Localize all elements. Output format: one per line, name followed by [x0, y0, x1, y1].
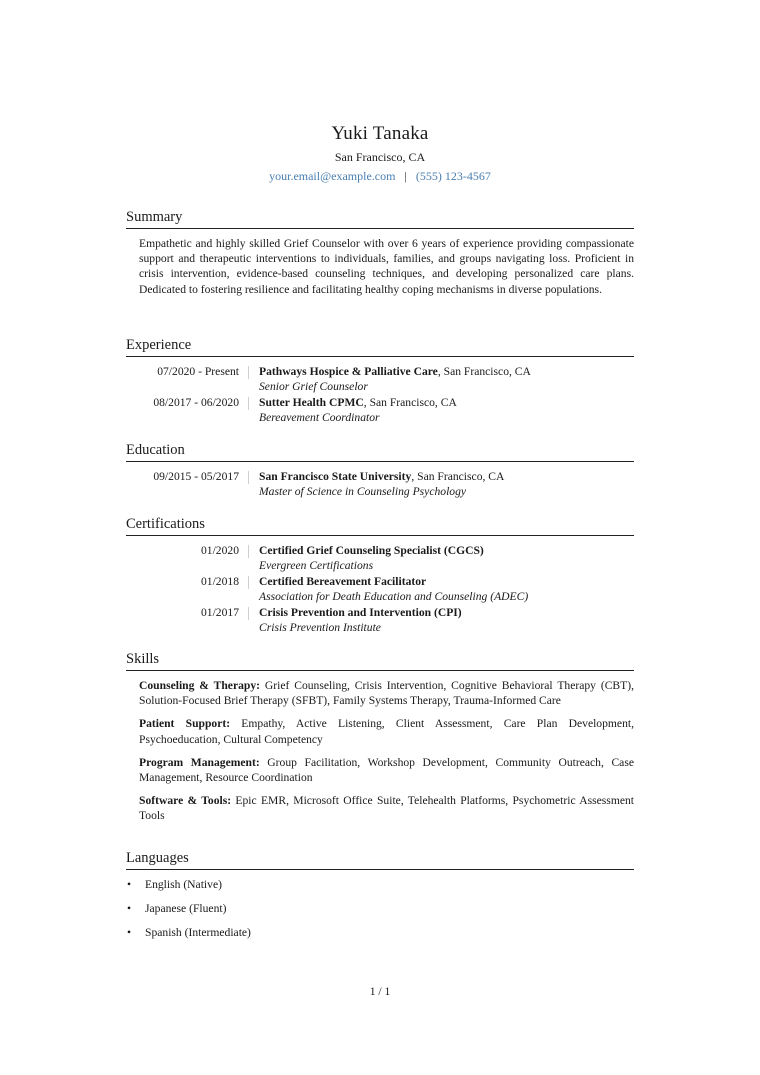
certification-name: Crisis Prevention and Intervention (CPI)	[259, 606, 462, 619]
entry-date: 01/2017	[200, 606, 239, 619]
list-item	[126, 901, 634, 916]
certification-issuer: Association for Death Education and Counseling (ADEC)	[259, 590, 529, 603]
skill-label: Program Management:	[139, 755, 260, 769]
experience-entry	[126, 364, 634, 394]
language-label: Japanese (Fluent)	[145, 902, 227, 915]
summary-section	[126, 208, 634, 297]
certification-name: Certified Grief Counseling Specialist (CGCS)	[259, 544, 484, 557]
languages-section	[126, 849, 634, 949]
skills-heading: Skills	[126, 650, 634, 671]
skill-label: Counseling & Therapy:	[139, 679, 260, 692]
languages-list	[126, 877, 634, 940]
experience-heading: Experience	[126, 336, 634, 357]
entry-org: Pathways Hospice & Palliative Care	[259, 365, 438, 378]
entry-role: Senior Grief Counselor	[259, 380, 368, 393]
contact-line	[0, 168, 760, 184]
certification-entry	[126, 543, 634, 573]
page-number: 1 / 1	[369, 985, 391, 998]
entry-location: , San Francisco, CA	[437, 365, 531, 378]
list-item	[126, 925, 634, 940]
contact-separator: |	[404, 169, 407, 183]
email-link[interactable]: your.email@example.com	[269, 169, 396, 183]
candidate-location: San Francisco, CA	[334, 150, 426, 164]
skill-text: Group Facilitation, Workshop Development, Community Outreach, Case Management, Resource Coordination	[139, 755, 634, 785]
education-section	[126, 441, 634, 499]
skill-group	[139, 716, 634, 746]
experience-section	[126, 336, 634, 425]
entry-role: Bereavement Coordinator	[259, 411, 380, 424]
entry-location: , San Francisco, CA	[411, 470, 505, 483]
skill-text: Epic EMR, Microsoft Office Suite, Telehealth Platforms, Psychometric Assessment Tools	[139, 794, 635, 823]
certification-entry	[126, 605, 634, 635]
entry-date: 07/2020 - Present	[157, 365, 239, 378]
entry-date: 01/2020	[200, 544, 239, 557]
skill-label: Software & Tools:	[139, 794, 232, 808]
skills-section	[126, 650, 634, 832]
entry-date: 01/2018	[200, 575, 239, 588]
bullet-icon: •	[127, 926, 132, 939]
entry-date: 09/2015 - 05/2017	[153, 470, 239, 483]
entry-date: 08/2017 - 06/2020	[153, 396, 239, 409]
entry-org: Sutter Health CPMC	[259, 396, 364, 409]
certification-name: Certified Bereavement Facilitator	[259, 575, 427, 588]
certification-issuer: Evergreen Certifications	[259, 559, 374, 572]
languages-heading: Languages	[126, 849, 634, 870]
skill-label: Patient Support:	[139, 717, 231, 731]
language-label: English (Native)	[145, 878, 222, 891]
education-entry	[126, 469, 634, 499]
skill-group	[139, 793, 634, 823]
skill-text: Grief Counseling, Crisis Intervention, Cognitive Behavioral Therapy (CBT), Solution-Focused Brief Therapy (SFBT), Family Systems Therapy, Trauma-Informed Care	[139, 679, 634, 708]
certification-entry	[126, 574, 634, 604]
list-item	[126, 877, 634, 892]
bullet-icon: •	[127, 902, 132, 915]
resume-header	[0, 122, 760, 184]
language-label: Spanish (Intermediate)	[145, 926, 251, 939]
bullet-icon: •	[127, 878, 132, 891]
summary-heading: Summary	[126, 208, 634, 229]
summary-text: Empathetic and highly skilled Grief Counselor with over 6 years of experience providing compassionate support and therapeutic interventions to individuals, families, and groups navigating loss. Proficient in crisis intervention, evidence-based counseling techniques, and developing personalized care plans. Dedicated to fostering resilience and facilitating healthy coping mechanisms in diverse populations.	[139, 237, 634, 296]
experience-entry	[126, 395, 634, 425]
phone-link[interactable]: (555) 123-4567	[415, 169, 491, 183]
candidate-name: Yuki Tanaka	[331, 123, 429, 144]
education-heading: Education	[126, 441, 634, 462]
entry-org: San Francisco State University	[259, 470, 412, 483]
certification-issuer: Crisis Prevention Institute	[259, 621, 381, 634]
certifications-heading: Certifications	[126, 515, 634, 536]
entry-location: , San Francisco, CA	[363, 396, 457, 409]
certifications-section	[126, 515, 634, 635]
skill-group	[139, 755, 634, 785]
entry-degree: Master of Science in Counseling Psychology	[259, 485, 467, 498]
skill-text: Empathy, Active Listening, Client Assessment, Care Plan Development, Psychoeducation, Cultural Competency	[139, 717, 634, 746]
skill-group	[139, 678, 634, 708]
